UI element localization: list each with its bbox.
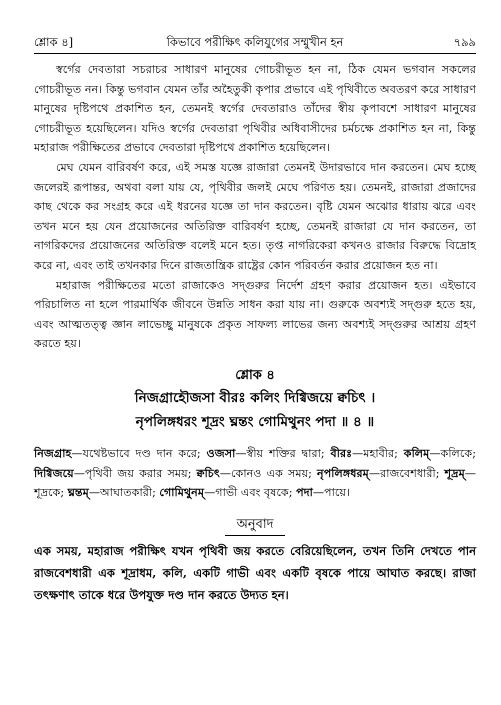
synonym-term: নিজগ্রাহ	[34, 445, 72, 460]
purport-paragraph: স্বর্গের দেবতারা সচরাচর সাধারণ মানুষের গোচরীভূত হন না, ঠিক যেমন ভগবান সকলের গোচরীভূত নন। কিন্তু ভগবান যেমন তাঁর অহৈতুকী কৃপার প্রভাবে এই পৃথিবীতে অবতরণ করে সাধারণ মানুষের দৃষ্টিপথে প্রকাশিত হন, তেমনই স্বর্গের দেবতারাও তাঁদের স্বীয় কৃপাবশে সাধারণ মানুষের গোচরীভূত হয়েছিলেন। যদিও স্বর্গের দেবতারা পৃথিবীর অধিবাসীদের চর্মচক্ষে প্রকাশিত হন না, কিন্তু মহারাজ পরীক্ষিতের প্রভাবে দেবতারা দৃষ্টিপথে প্রকাশিত হয়েছিলেন।	[34, 63, 476, 155]
synonym-meaning: —আঘাতকারী;	[88, 486, 160, 500]
synonym-meaning: —স্বীয় শক্তির দ্বারা;	[235, 446, 331, 460]
synonym-term: দিগ্বিজয়ে	[34, 465, 74, 480]
book-page	[34, 0, 476, 705]
synonym-meaning: —মহাবীর;	[352, 446, 404, 460]
synonym-term: পদা	[296, 485, 313, 500]
synonym-meaning: —পৃথিবী জয় করার সময়;	[73, 466, 197, 480]
synonym-term: বীরঃ	[330, 445, 353, 460]
synonym-meaning: —কোনও এক সময়;	[219, 466, 318, 480]
synonym-meaning: —গাভী এবং বৃষকে;	[204, 486, 297, 500]
verse-line: নৃপলিঙ্গধরং শূদ্রং ঘ্নন্তং গোমিথুনং পদা ॥ ৪ ॥	[135, 413, 375, 430]
synonym-meaning: —শূদ্রকে;	[34, 466, 476, 500]
translation-text: এক সময়, মহারাজ পরীক্ষিৎ যখন পৃথিবী জয় করতে বেরিয়েছিলেন, তখন তিনি দেখতে পান রাজবেশধারী এক শূদ্রাধম, কলি, একটি গাভী এবং একটি বৃষকে পায়ে আঘাত করছে। রাজা তৎক্ষণাৎ তাকে ধরে উপযুক্ত দণ্ড দান করতে উদ্যত হন।	[34, 543, 476, 602]
verse-reference: শ্লোক ৪]	[34, 35, 74, 49]
synonym-term: গোমিথুনম্	[159, 485, 205, 500]
verse-line: নিজগ্রাহৌজসা বীরঃ কলিং দিগ্বিজয়ে ক্বচিৎ ।	[134, 389, 376, 406]
translation-heading: অনুবাদ	[236, 516, 274, 532]
translation-heading-rule	[225, 535, 285, 536]
page-number: ৭৯৯	[453, 35, 476, 49]
synonym-term: শূদ্রম্	[444, 465, 465, 480]
synonym-term: ক্বচিৎ	[196, 465, 220, 480]
synonym-term: কলিম্	[403, 445, 430, 460]
chapter-title: কিভাবে পরীক্ষিৎ কলিযুগের সম্মুখীন হন	[166, 35, 344, 49]
synonym-term: ওজসা	[206, 445, 236, 460]
verse-heading: শ্লোক ৪	[235, 367, 275, 383]
synonym-term: নৃপলিঙ্গধরম্	[317, 465, 369, 480]
synonym-term: ঘ্নন্তম্	[67, 485, 89, 500]
sanskrit-verse	[34, 386, 476, 434]
page-body	[34, 60, 476, 606]
synonym-meaning: —রাজবেশধারী;	[368, 466, 445, 480]
word-for-word-synonyms	[34, 444, 476, 503]
purport-paragraph: মেঘ যেমন বারিবর্ষণ করে, এই সমস্ত যজ্ঞে রাজারা তেমনই উদারভাবে দান করতেন। মেঘ হচ্ছে জলেরই রূপান্তর, অথবা বলা যায় যে, পৃথিবীর জলই মেঘে পরিণত হয়। তেমনই, রাজারা প্রজাদের কাছ থেকে কর সংগ্রহ করে এই ধরনের যজ্ঞে তা দান করতেন। বৃষ্টি যেমন অঝোর ধারায় ঝরে এবং তখন মনে হয় যেন প্রয়োজনের অতিরিক্ত বারিবর্ষণ হচ্ছে, তেমনই রাজারা যে দান করতেন, তা নাগরিকদের প্রয়োজনের অতিরিক্ত বলেই মনে হত। তৃপ্ত নাগরিকেরা কখনও রাজার বিরুদ্ধে বিদ্রোহ করে না, এবং তাই তখনকার দিনে রাজতান্ত্রিক রাষ্ট্রের কোন পরিবর্তন করার প্রয়োজন হত না।	[34, 160, 476, 272]
header-rule	[34, 53, 476, 54]
synonym-meaning: —যথেষ্টভাবে দণ্ড দান করে;	[71, 446, 207, 460]
synonym-meaning: —কলিকে;	[429, 446, 476, 460]
synonym-meaning: —পায়ে।	[312, 486, 350, 500]
purport-paragraph: মহারাজ পরীক্ষিতের মতো রাজাকেও সদ্গুরুর নির্দেশ গ্রহণ করার প্রয়োজন হত। এইভাবে পরিচালিত না হলে পারমার্থিক জীবনে উন্নতি সাধন করা যায় না। গুরুকে অবশ্যই সদ্গুরু হতে হয়, এবং আত্মতত্ত্ব জ্ঞান লাভেচ্ছু মানুষকে প্রকৃত সাফল্য লাভের জন্য অবশ্যই সদ্গুরুর আশ্রয় গ্রহণ করতে হয়।	[34, 278, 476, 351]
running-header	[34, 34, 476, 52]
